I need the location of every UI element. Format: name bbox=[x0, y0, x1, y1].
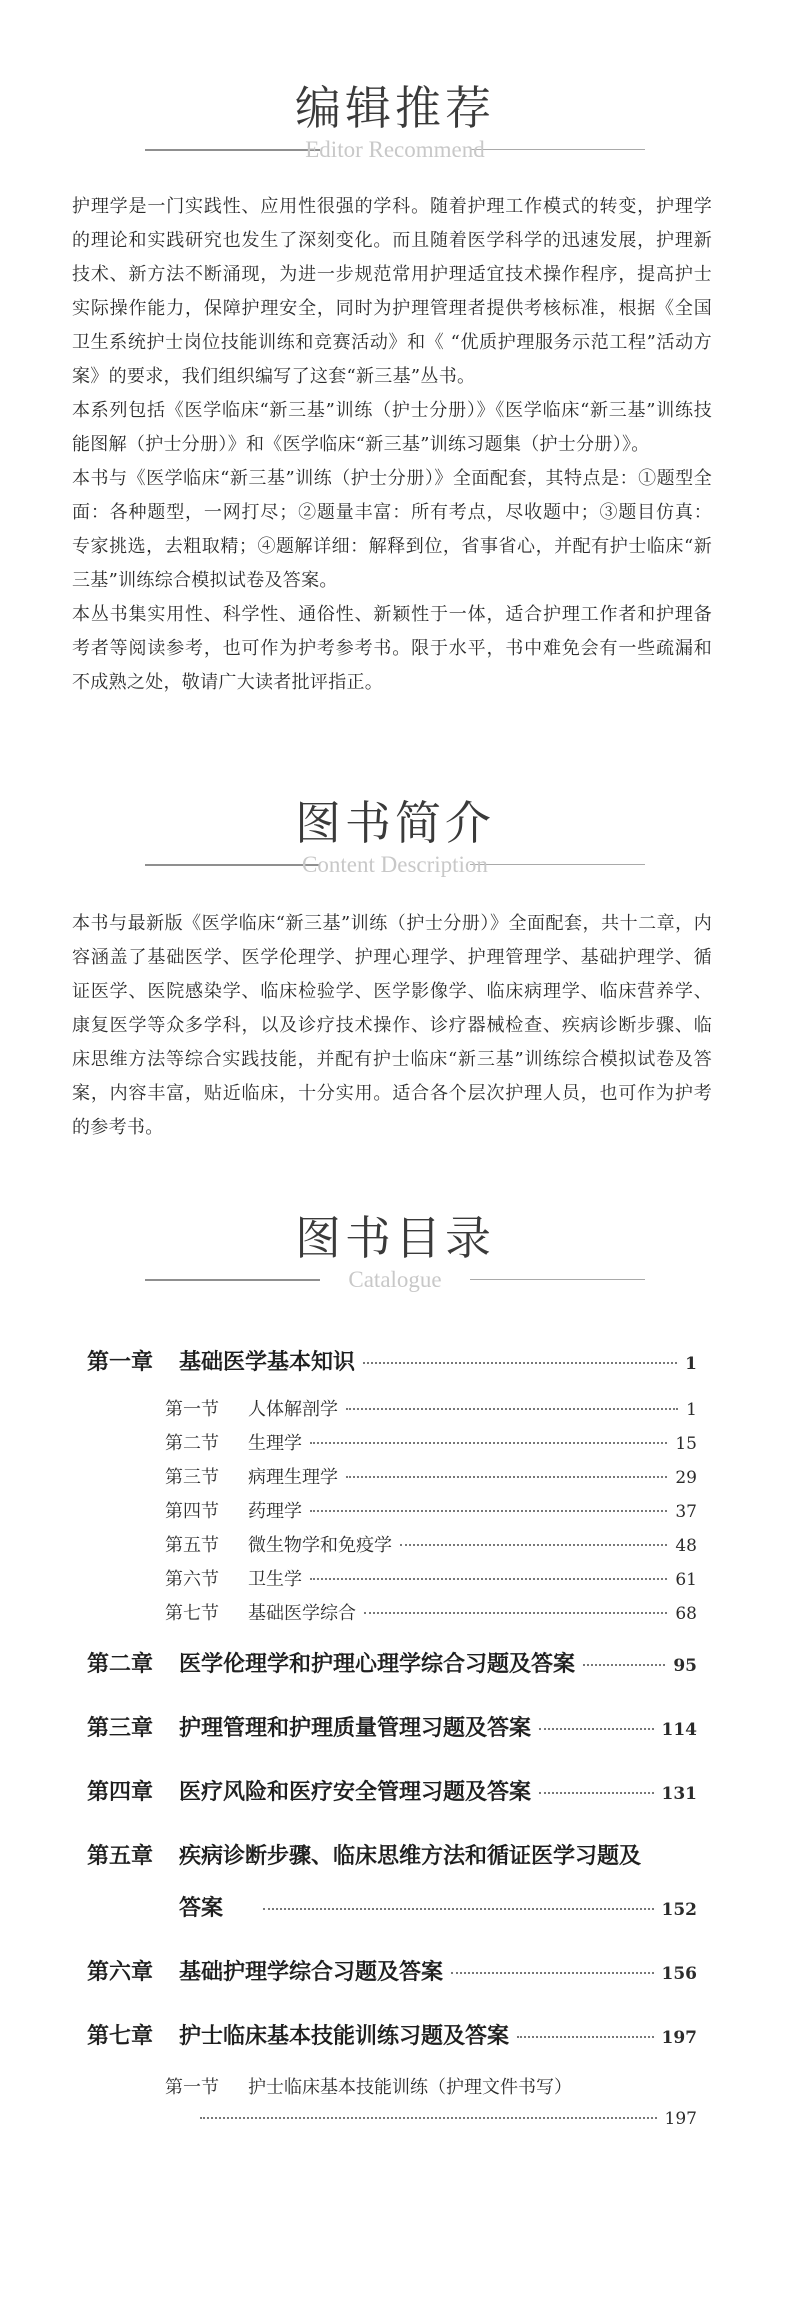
toc-section-label: 第一节 bbox=[165, 2077, 219, 2098]
toc-section-label: 第五节 bbox=[165, 1535, 219, 1556]
toc-leader-dots bbox=[263, 1908, 653, 1910]
toc-leader-dots bbox=[346, 1408, 678, 1410]
toc-chapter-label: 第三章 bbox=[87, 1715, 154, 1741]
section-title: 编辑推荐 bbox=[295, 81, 495, 135]
toc-chapter-title: 护士临床基本技能训练习题及答案 bbox=[179, 2023, 510, 2049]
toc-page-number: 68 bbox=[675, 1604, 697, 1624]
content-description-body bbox=[72, 907, 712, 1145]
toc-leader-dots bbox=[517, 2036, 653, 2038]
toc-chapter-continuation[interactable] bbox=[179, 1891, 697, 1922]
toc-section-title: 护士临床基本技能训练（护理文件书写） bbox=[248, 2077, 572, 2098]
editor-paragraph: 本系列包括《医学临床“新三基”训练（护士分册）》《医学临床“新三基”训练技能图解（护士分册）》和《医学临床“新三基”训练习题集（护士分册）》。 bbox=[72, 400, 712, 455]
editor-paragraph: 护理学是一门实践性、应用性很强的学科。随着护理工作模式的转变，护理学的理论和实践研究也发生了深刻变化。而且随着医学科学的迅速发展，护理新技术、新方法不断涌现，为进一步规范常用护理适宜技术操作程序，提高护士实际操作能力，保障护理安全，同时为护理管理者提供考核标准，根据《全国卫生系统护士岗位技能训练和竞赛活动》和《 “优质护理服务示范工程”活动方案》的要求，我们组织编写了这套“新三基”丛书。 bbox=[72, 196, 712, 387]
toc-section-continuation[interactable] bbox=[200, 2109, 697, 2129]
section-subtitle: Catalogue bbox=[348, 1267, 442, 1292]
toc-leader-dots bbox=[200, 2117, 657, 2119]
toc-section[interactable] bbox=[165, 1565, 697, 1591]
toc-section-title: 生理学 bbox=[248, 1433, 302, 1454]
toc-section-title: 基础医学综合 bbox=[248, 1603, 356, 1624]
toc-leader-dots bbox=[539, 1728, 653, 1730]
toc-page-number: 114 bbox=[661, 1720, 697, 1740]
toc-chapter-title: 医疗风险和医疗安全管理习题及答案 bbox=[179, 1779, 532, 1805]
toc-page-number: 95 bbox=[673, 1656, 697, 1676]
toc-chapter-title: 护理管理和护理质量管理习题及答案 bbox=[179, 1715, 532, 1741]
toc-page-number: 29 bbox=[675, 1468, 697, 1488]
toc-section-label: 第一节 bbox=[165, 1399, 219, 1420]
toc-chapter-title: 基础护理学综合习题及答案 bbox=[179, 1959, 444, 1985]
toc-section-title: 微生物学和免疫学 bbox=[248, 1535, 392, 1556]
toc-chapter[interactable] bbox=[87, 1839, 697, 1870]
toc-leader-dots bbox=[539, 1792, 653, 1794]
toc-chapter[interactable] bbox=[87, 1775, 697, 1806]
toc-page-number: 197 bbox=[661, 2028, 697, 2048]
section-title: 图书目录 bbox=[295, 1211, 495, 1265]
toc-chapter-title-continued: 答案 bbox=[179, 1895, 224, 1921]
toc-leader-dots bbox=[364, 1612, 667, 1614]
editor-paragraph: 本丛书集实用性、科学性、通俗性、新颖性于一体，适合护理工作者和护理备考者等阅读参考，也可作为护考参考书。限于水平，书中难免会有一些疏漏和不成熟之处，敬请广大读者批评指正。 bbox=[72, 604, 712, 693]
editor-recommend-body bbox=[72, 190, 712, 700]
catalogue-header bbox=[0, 1208, 790, 1308]
editor-recommend-header bbox=[0, 78, 790, 178]
toc-section-title: 卫生学 bbox=[248, 1569, 302, 1590]
toc-page-number: 156 bbox=[661, 1964, 697, 1984]
toc-section-label: 第三节 bbox=[165, 1467, 219, 1488]
toc-section[interactable] bbox=[165, 1497, 697, 1523]
toc-page-number: 61 bbox=[675, 1570, 697, 1590]
toc-section[interactable] bbox=[165, 1463, 697, 1489]
toc-section-title: 药理学 bbox=[248, 1501, 302, 1522]
toc-section[interactable] bbox=[165, 2073, 697, 2099]
toc-leader-dots bbox=[310, 1510, 667, 1512]
toc-page-number: 48 bbox=[675, 1536, 697, 1556]
toc-page-number: 37 bbox=[675, 1502, 697, 1522]
toc-chapter-label: 第五章 bbox=[87, 1843, 154, 1869]
toc-chapter[interactable] bbox=[87, 1955, 697, 1986]
section-subtitle: Content Description bbox=[302, 852, 488, 877]
toc-chapter-title: 基础医学基本知识 bbox=[179, 1349, 356, 1375]
toc-section-label: 第二节 bbox=[165, 1433, 219, 1454]
toc-chapter[interactable] bbox=[87, 1711, 697, 1742]
toc-page-number: 1 bbox=[686, 1400, 697, 1420]
toc-chapter-title: 医学伦理学和护理心理学综合习题及答案 bbox=[179, 1651, 576, 1677]
toc-chapter-label: 第七章 bbox=[87, 2023, 154, 2049]
toc-leader-dots bbox=[310, 1442, 667, 1444]
toc-page-number: 197 bbox=[664, 2109, 697, 2129]
toc-chapter-label: 第四章 bbox=[87, 1779, 154, 1805]
content-paragraph: 本书与最新版《医学临床“新三基”训练（护士分册）》全面配套，共十二章，内容涵盖了基础医学、医学伦理学、护理心理学、护理管理学、基础护理学、循证医学、医院感染学、临床检验学、医学影像学、临床病理学、临床营养学、康复医学等众多学科，以及诊疗技术操作、诊疗器械检查、疾病诊断步骤、临床思维方法等综合实践技能，并配有护士临床“新三基”训练综合模拟试卷及答案，内容丰富，贴近临床，十分实用。适合各个层次护理人员，也可作为护考的参考书。 bbox=[72, 913, 712, 1138]
section-subtitle: Editor Recommend bbox=[305, 137, 485, 162]
editor-paragraph: 本书与《医学临床“新三基”训练（护士分册）》全面配套，其特点是：①题型全面：各种题型，一网打尽；②题量丰富：所有考点，尽收题中；③题目仿真：专家挑选，去粗取精；④题解详细：解释到位，省事省心，并配有护士临床“新三基”训练综合模拟试卷及答案。 bbox=[72, 468, 712, 591]
toc-section[interactable] bbox=[165, 1395, 697, 1421]
toc-chapter-label: 第二章 bbox=[87, 1651, 154, 1677]
toc-page-number: 15 bbox=[675, 1434, 697, 1454]
toc-chapter-label: 第一章 bbox=[87, 1349, 154, 1375]
toc-leader-dots bbox=[310, 1578, 667, 1580]
toc-chapter[interactable] bbox=[87, 1345, 697, 1376]
toc-leader-dots bbox=[400, 1544, 667, 1546]
toc-leader-dots bbox=[583, 1664, 665, 1666]
toc-leader-dots bbox=[363, 1362, 677, 1364]
toc-section-label: 第六节 bbox=[165, 1569, 219, 1590]
toc-section-label: 第四节 bbox=[165, 1501, 219, 1522]
toc-section-label: 第七节 bbox=[165, 1603, 219, 1624]
content-description-header bbox=[0, 793, 790, 893]
toc-section[interactable] bbox=[165, 1429, 697, 1455]
toc-section-title: 病理生理学 bbox=[248, 1467, 338, 1488]
toc-chapter-title: 疾病诊断步骤、临床思维方法和循证医学习题及 bbox=[179, 1843, 642, 1869]
toc-leader-dots bbox=[451, 1972, 653, 1974]
toc-leader-dots bbox=[346, 1476, 667, 1478]
toc-section-title: 人体解剖学 bbox=[248, 1399, 338, 1420]
toc-page-number: 131 bbox=[661, 1784, 697, 1804]
toc-chapter[interactable] bbox=[87, 1647, 697, 1678]
toc-section[interactable] bbox=[165, 1599, 697, 1625]
toc-page-number: 1 bbox=[685, 1354, 697, 1374]
toc-chapter[interactable] bbox=[87, 2019, 697, 2050]
section-title: 图书简介 bbox=[295, 796, 495, 850]
toc-page-number: 152 bbox=[661, 1900, 697, 1920]
toc-section[interactable] bbox=[165, 1531, 697, 1557]
toc-chapter-label: 第六章 bbox=[87, 1959, 154, 1985]
